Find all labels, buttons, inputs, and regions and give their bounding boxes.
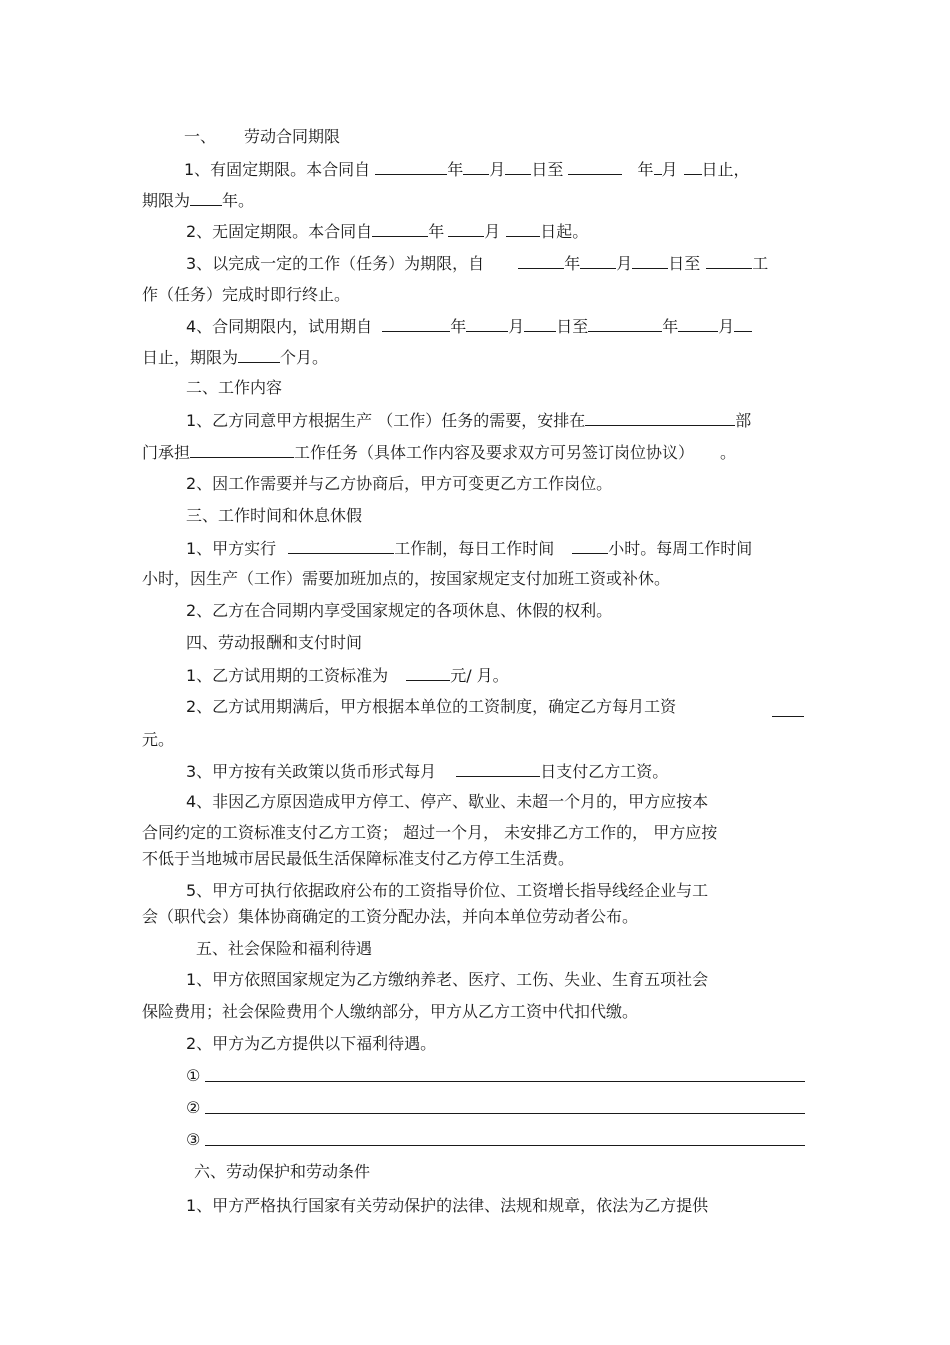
text: 2、无固定期限。本合同自 — [186, 222, 373, 241]
s6-p1-line1 — [186, 1195, 708, 1217]
welfare-item-2-label — [186, 1097, 200, 1119]
circled-number: ① — [186, 1066, 201, 1085]
text: 4、合同期限内，试用期自 — [186, 317, 373, 336]
section-5-heading — [196, 938, 372, 960]
heading-text: 二、工作内容 — [186, 378, 283, 397]
blank-year2[interactable] — [568, 158, 622, 175]
text: 月 — [508, 317, 525, 336]
s4-p2-line2 — [142, 729, 174, 751]
text: 3、以完成一定的工作（任务）为期限，自 — [186, 254, 485, 273]
text: 年 — [428, 222, 445, 241]
blank-pay-day[interactable] — [456, 760, 540, 777]
s1-p4-line2 — [142, 346, 328, 369]
blank-month[interactable] — [463, 158, 489, 175]
text: 。 — [720, 443, 737, 462]
text: 1、甲方实行 — [186, 539, 277, 558]
s2-p2 — [186, 473, 612, 495]
text: 4、非因乙方原因造成甲方停工、停产、歇业、未超一个月的，甲方应按本 — [186, 792, 709, 811]
s4-p5-line2 — [142, 906, 638, 928]
text: 小时。每周工作时间 — [608, 539, 753, 558]
blank-months[interactable] — [238, 346, 280, 363]
text: 期限为 — [142, 191, 191, 210]
heading-number: 一、 — [184, 127, 217, 146]
s3-p1-line1 — [186, 537, 752, 560]
blank-hours[interactable] — [572, 537, 608, 554]
text: 月 — [661, 160, 678, 179]
blank-year2[interactable] — [588, 315, 662, 332]
s4-p2-line1 — [186, 696, 676, 718]
section-4-heading — [186, 632, 362, 654]
text: 年 — [564, 254, 581, 273]
text: 元。 — [142, 730, 175, 749]
welfare-item-3-line[interactable] — [205, 1145, 805, 1146]
text: 月 — [489, 160, 506, 179]
section-1-heading — [184, 126, 340, 148]
blank-day2[interactable] — [684, 158, 702, 175]
text: 会（职代会）集体协商确定的工资分配办法，并向本单位劳动者公布。 — [142, 907, 639, 926]
s2-p1-line2 — [142, 441, 736, 464]
text: 2、因工作需要并与乙方协商后，甲方可变更乙方工作岗位。 — [186, 474, 613, 493]
welfare-item-1-label — [186, 1065, 200, 1087]
text: 日止，期限为 — [142, 348, 239, 367]
text: 保险费用；社会保险费用个人缴纳部分，甲方从乙方工资中代扣代缴。 — [142, 1002, 639, 1021]
text: 日至 — [668, 254, 701, 273]
welfare-item-3-label — [186, 1129, 200, 1151]
text: 1、有固定期限。本合同自 — [184, 160, 371, 179]
blank-year[interactable] — [372, 220, 428, 237]
blank-day[interactable] — [632, 252, 668, 269]
s1-p2 — [186, 220, 588, 243]
heading-text: 三、工作时间和休息休假 — [186, 506, 363, 525]
section-6-heading — [194, 1161, 370, 1183]
text: 1、甲方依照国家规定为乙方缴纳养老、医疗、工伤、失业、生育五项社会 — [186, 970, 709, 989]
text: 元/ 月。 — [450, 666, 509, 685]
text: 日起。 — [540, 222, 589, 241]
blank-day[interactable] — [524, 315, 556, 332]
blank-month2[interactable] — [678, 315, 718, 332]
heading-text: 六、劳动保护和劳动条件 — [194, 1162, 371, 1181]
s1-p1-line2 — [142, 189, 254, 212]
text: 日止， — [701, 160, 750, 179]
text: 月 — [484, 222, 501, 241]
text: 工作任务（具体工作内容及要求双方可另签订岗位协议） — [294, 443, 695, 462]
heading-text: 四、劳动报酬和支付时间 — [186, 633, 363, 652]
s1-p1-line1 — [184, 158, 750, 181]
text: 年。 — [222, 191, 255, 210]
circled-number: ② — [186, 1098, 201, 1117]
text: 工作制，每日工作时间 — [394, 539, 555, 558]
welfare-item-2-line[interactable] — [205, 1113, 805, 1114]
text: 门承担 — [142, 443, 191, 462]
blank-day[interactable] — [506, 220, 540, 237]
s3-p1-line2 — [142, 568, 670, 590]
text: 不低于当地城市居民最低生活保障标准支付乙方停工生活费。 — [142, 849, 575, 868]
s5-p1-line1 — [186, 969, 708, 991]
text: 部 — [735, 411, 752, 430]
text: 3、甲方按有关政策以货币形式每月 — [186, 762, 437, 781]
text: 1、乙方试用期的工资标准为 — [186, 666, 389, 685]
heading-text: 五、社会保险和福利待遇 — [196, 939, 373, 958]
blank-month[interactable] — [466, 315, 508, 332]
text: 日至 — [556, 317, 589, 336]
s3-p2 — [186, 600, 612, 622]
section-3-heading — [186, 505, 362, 527]
blank-end[interactable] — [706, 252, 752, 269]
blank-monthly-salary[interactable] — [772, 700, 804, 717]
text: 作（任务）完成时即行终止。 — [142, 285, 351, 304]
s4-p4-line2 — [142, 822, 717, 844]
blank-year[interactable] — [518, 252, 564, 269]
text: 年 — [450, 317, 467, 336]
blank-department[interactable] — [585, 409, 735, 426]
text: 月 — [718, 317, 735, 336]
text: 小时，因生产（工作）需要加班加点的，按国家规定支付加班工资或补休。 — [142, 569, 671, 588]
blank-probation-salary[interactable] — [406, 664, 450, 681]
text: 日至 — [531, 160, 564, 179]
blank-month[interactable] — [580, 252, 616, 269]
text: 1、乙方同意甲方根据生产 （工作）任务的需要，安排在 — [186, 411, 586, 430]
heading-text: 劳动合同期限 — [244, 127, 341, 146]
s1-p4-line1 — [186, 315, 752, 338]
text: 2、甲方为乙方提供以下福利待遇。 — [186, 1034, 437, 1053]
text: 2、乙方试用期满后，甲方根据本单位的工资制度，确定乙方每月工资 — [186, 697, 677, 716]
blank-year[interactable] — [382, 315, 450, 332]
text: 合同约定的工资标准支付乙方工资； 超过一个月， 未安排乙方工作的， 甲方应按 — [142, 823, 718, 842]
s1-p3-line2 — [142, 284, 350, 306]
s4-p4-line3 — [142, 848, 574, 870]
text: 2、乙方在合同期内享受国家规定的各项休息、休假的权利。 — [186, 601, 613, 620]
blank-work-system[interactable] — [288, 537, 394, 554]
circled-number: ③ — [186, 1130, 201, 1149]
s5-p2 — [186, 1033, 436, 1055]
s2-p1-line1 — [186, 409, 751, 432]
text: 5、甲方可执行依据政府公布的工资指导价位、工资增长指导线经企业与工 — [186, 881, 709, 900]
s5-p1-line2 — [142, 1001, 638, 1023]
s4-p3 — [186, 760, 668, 783]
blank-month2[interactable] — [654, 158, 662, 175]
text: 1、甲方严格执行国家有关劳动保护的法律、法规和规章，依法为乙方提供 — [186, 1196, 709, 1215]
s4-p5-line1 — [186, 880, 708, 902]
section-2-heading — [186, 377, 282, 399]
welfare-item-1-line[interactable] — [205, 1081, 805, 1082]
blank-years[interactable] — [190, 189, 222, 206]
blank-day2[interactable] — [734, 315, 752, 332]
text: 年 — [447, 160, 464, 179]
s4-p1 — [186, 664, 509, 687]
s1-p3-line1 — [186, 252, 768, 275]
blank-job[interactable] — [190, 441, 294, 458]
text: 年 — [637, 160, 654, 179]
blank-month[interactable] — [448, 220, 484, 237]
blank-day[interactable] — [505, 158, 531, 175]
s4-p4-line1 — [186, 791, 708, 813]
text: 工 — [752, 254, 769, 273]
text: 年 — [662, 317, 679, 336]
text: 月 — [616, 254, 633, 273]
text: 个月。 — [280, 348, 329, 367]
text: 日支付乙方工资。 — [540, 762, 669, 781]
blank-year[interactable] — [375, 158, 447, 175]
